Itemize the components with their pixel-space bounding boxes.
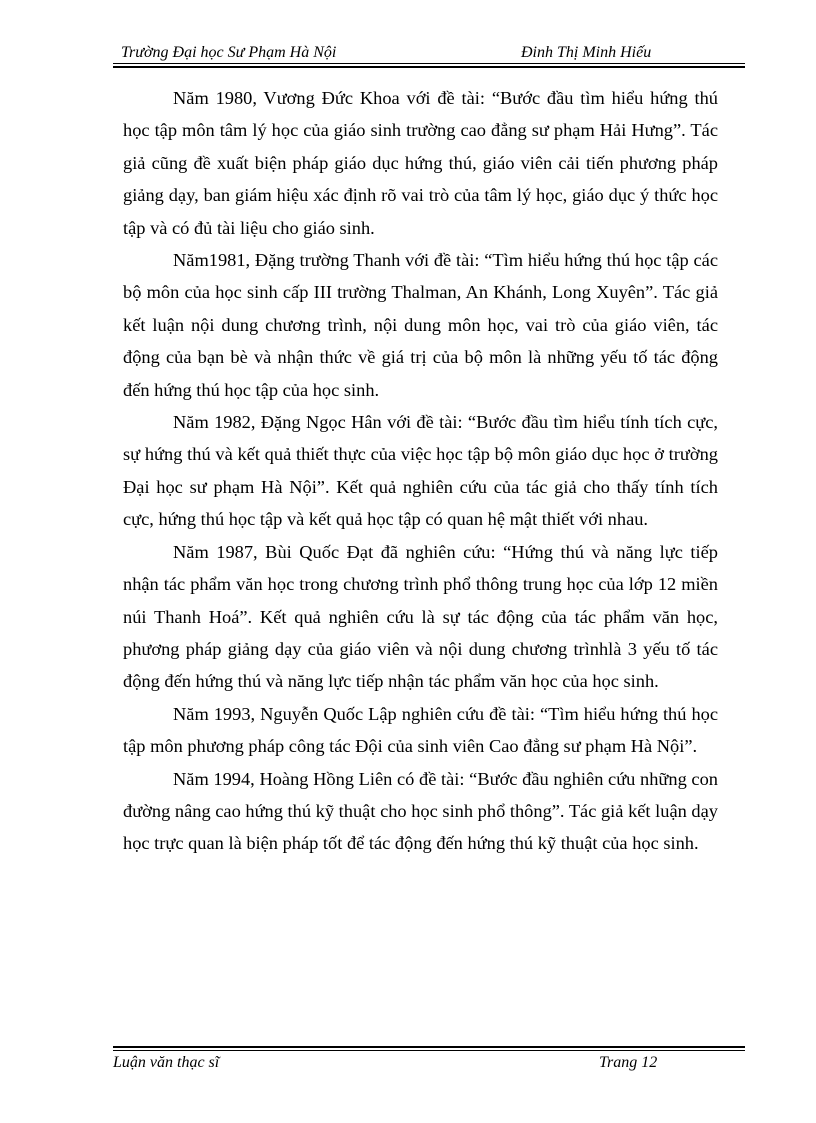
page-footer [113,1052,745,1074]
header-university: Trường Đại học Sư Phạm Hà Nội [121,44,337,61]
paragraph-1987: Năm 1987, Bùi Quốc Đạt đã nghiên cứu: “Hứng thú và năng lực tiếp nhận tác phẩm văn học trong chương trình phổ thông trung học của lớp 12 miền núi Thanh Hoá”. Kết quả nghiên cứu là sự tác động của tác phẩm văn học, phương pháp giảng dạy của giáo viên và nội dung chương trìnhlà 3 yếu tố tác động đến hứng thú và năng lực tiếp nhận tác phẩm văn học của học sinh. [123,541,718,692]
paragraph-1994: Năm 1994, Hoàng Hồng Liên có đề tài: “Bước đầu nghiên cứu những con đường nâng cao hứng thú kỹ thuật cho học sinh phổ thông”. Tác giả kết luận dạy học trực quan là biện pháp tốt để tác động đến hứng thú kỹ thuật của học sinh. [123,768,718,854]
footer-rule-thick [113,1046,745,1048]
header-author: Đinh Thị Minh Hiếu [521,44,652,61]
header-rule-thick [113,66,745,68]
footer-page-number: Trang 12 [599,1054,658,1071]
paragraph-1981: Năm1981, Đặng trường Thanh với đề tài: “Tìm hiểu hứng thú học tập các bộ môn của học sinh cấp III trường Thalman, An Khánh, Long Xuyên”. Tác giả kết luận nội dung chương trình, nội dung môn học, vai trò của giáo viên, tác động của bạn bè và nhận thức về giá trị của bộ môn là những yếu tố tác động đến hứng thú học tập của học sinh. [123,250,718,400]
paragraph-1993: Năm 1993, Nguyễn Quốc Lập nghiên cứu đề tài: “Tìm hiểu hứng thú học tập môn phương pháp công tác Đội của sinh viên Cao đẳng sư phạm Hà Nội”. [123,703,718,757]
header-rule-thin [113,63,745,64]
paragraph-1982: Năm 1982, Đặng Ngọc Hân với đề tài: “Bước đầu tìm hiểu tính tích cực, sự hứng thú và kết quả thiết thực của việc học tập bộ môn giáo dục học ở trường Đại học sư phạm Hà Nội”. Kết quả nghiên cứu của tác giả cho thấy tính tích cực, hứng thú học tập và kết quả học tập có quan hệ mật thiết với nhau. [123,412,718,530]
footer-document-type: Luận văn thạc sĩ [113,1054,220,1071]
paragraph-1980: Năm 1980, Vương Đức Khoa với đề tài: “Bước đầu tìm hiểu hứng thú học tập môn tâm lý học của giáo sinh trường cao đẳng sư phạm Hải Hưng”. Tác giả cũng đề xuất biện pháp giáo dục hứng thú, giáo viên cải tiến phương pháp giảng dạy, ban giám hiệu xác định rõ vai trò của tâm lý học, giáo dục ý thức học tập và có đủ tài liệu cho giáo sinh. [123,88,718,238]
body-text [123,82,718,860]
page-header [113,42,745,64]
footer-rule-thin [113,1050,745,1051]
